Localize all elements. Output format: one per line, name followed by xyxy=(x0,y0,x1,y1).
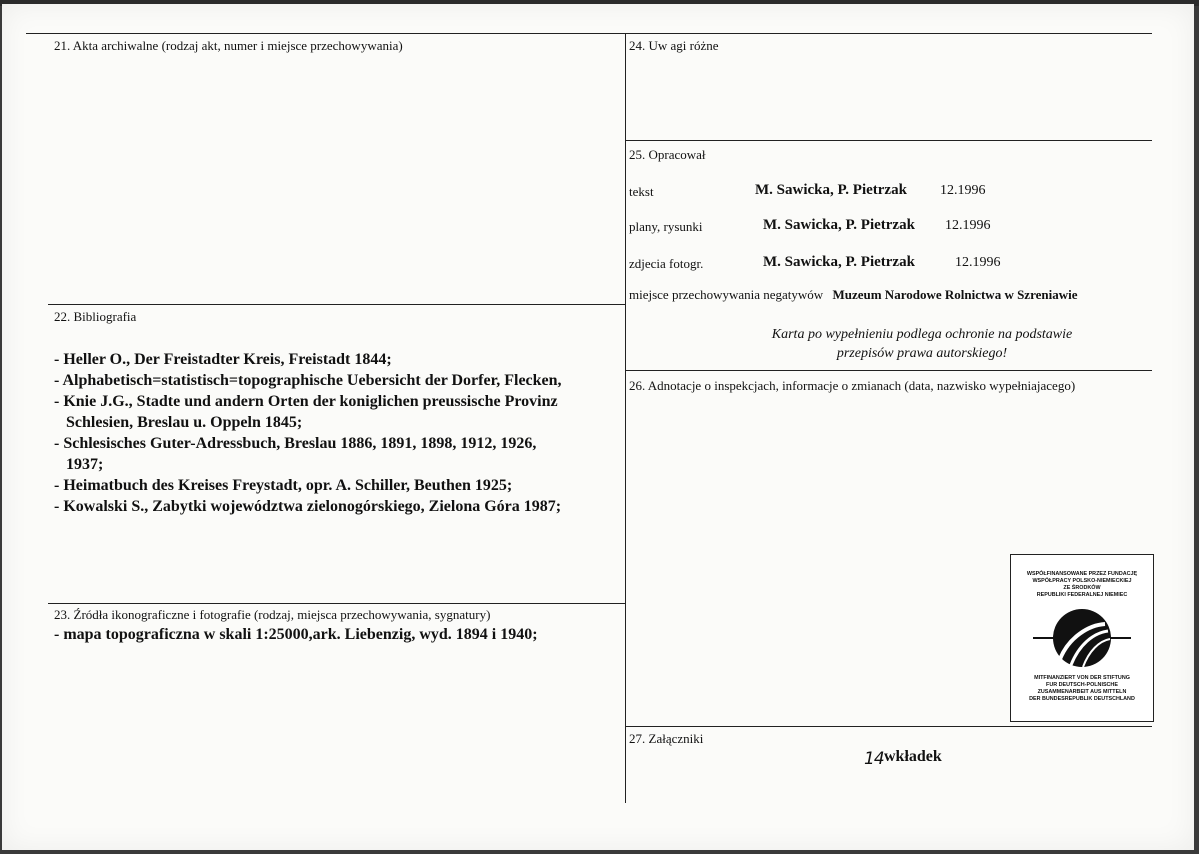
rule-26-27 xyxy=(625,726,1152,727)
section-24-heading: 24. Uw agi różne xyxy=(629,38,719,53)
center-divider xyxy=(625,33,626,803)
bibliography-entry: - Heller O., Der Freistadter Kreis, Freistadt 1844; xyxy=(54,351,392,368)
section-27-heading: 27. Załączniki xyxy=(629,731,704,746)
negatives-row xyxy=(629,287,1078,303)
credit-date: 12.1996 xyxy=(955,255,1001,270)
bibliography-entry: - Kowalski S., Zabytki województwa zielonogórskiego, Zielona Góra 1987; xyxy=(54,498,562,515)
source-entry: - mapa topograficzna w skali 1:25000,ark. Liebenzig, wyd. 1894 i 1940; xyxy=(54,626,538,643)
section-25-heading: 25. Opracował xyxy=(629,147,706,162)
credit-authors: M. Sawicka, P. Pietrzak xyxy=(755,182,907,198)
credit-row-plans xyxy=(629,217,991,235)
credit-authors: M. Sawicka, P. Pietrzak xyxy=(763,254,915,270)
negatives-location: Muzeum Narodowe Rolnictwa w Szreniawie xyxy=(832,287,1078,302)
bibliography-entry: - Heimatbuch des Kreises Freystadt, opr. A. Schiller, Beuthen 1925; xyxy=(54,477,513,494)
bibliography-list xyxy=(54,349,562,517)
credit-role: zdjecia fotogr. xyxy=(629,256,704,271)
bibliography-entry: Schlesien, Breslau u. Oppeln 1845; xyxy=(54,414,303,431)
credit-row-text xyxy=(629,182,986,200)
logo-text-bottom: MITFINANZIERT VON DER STIFTUNG FUR DEUTSCH-POLNISCHE ZUSAMMENARBEIT AUS MITTELN DER BUNDESREPUBLIK DEUTSCHLAND xyxy=(1029,675,1135,702)
credit-role: plany, rysunki xyxy=(629,219,703,234)
rule-24-25 xyxy=(625,140,1152,141)
section-22-heading: 22. Bibliografia xyxy=(54,309,137,324)
attachment-label: wkładek xyxy=(884,748,942,765)
copyright-notice xyxy=(692,325,1152,363)
credit-role: tekst xyxy=(629,184,654,199)
section-26-heading: 26. Adnotacje o inspekcjach, informacje o zmianach (data, nazwisko wypełniajacego) xyxy=(629,378,1076,393)
credit-row-photos xyxy=(629,254,1001,272)
notice-line: przepisów prawa autorskiego! xyxy=(836,346,1008,361)
bibliography-entry: - Alphabetisch=statistisch=topographische Uebersicht der Dorfer, Flecken, xyxy=(54,372,562,389)
notice-line: Karta po wypełnieniu podlega ochronie na podstawie xyxy=(771,327,1073,342)
section-21-heading: 21. Akta archiwalne (rodzaj akt, numer i miejsce przechowywania) xyxy=(54,38,403,53)
rule-25-26 xyxy=(625,370,1152,371)
bibliography-entry: 1937; xyxy=(54,456,104,473)
attachment-count-handwritten: 14 xyxy=(864,749,884,769)
bibliography-entry: - Knie J.G., Stadte und andern Orten der koniglichen preussische Provinz xyxy=(54,393,558,410)
bibliography-entry: - Schlesisches Guter-Adressbuch, Breslau 1886, 1891, 1898, 1912, 1926, xyxy=(54,435,537,452)
logo-text-top: WSPÓŁFINANSOWANE PRZEZ FUNDACJĘ WSPÓŁPRACY POLSKO-NIEMIECKIEJ ZE ŚRODKÓW REPUBLIKI FEDERALNEJ NIEMIEC xyxy=(1026,571,1138,598)
rule-21-22 xyxy=(48,304,625,305)
credit-date: 12.1996 xyxy=(945,218,991,233)
rule-22-23 xyxy=(48,603,625,604)
foundation-logo xyxy=(1010,554,1154,722)
section-23-heading: 23. Źródła ikonograficzne i fotografie (rodzaj, miejsca przechowywania, sygnatury) xyxy=(54,607,491,622)
record-card xyxy=(2,4,1194,850)
credit-authors: M. Sawicka, P. Pietrzak xyxy=(763,217,915,233)
top-rule xyxy=(26,33,1152,34)
negatives-label: miejsce przechowywania negatywów xyxy=(629,287,824,302)
credit-date: 12.1996 xyxy=(940,183,986,198)
